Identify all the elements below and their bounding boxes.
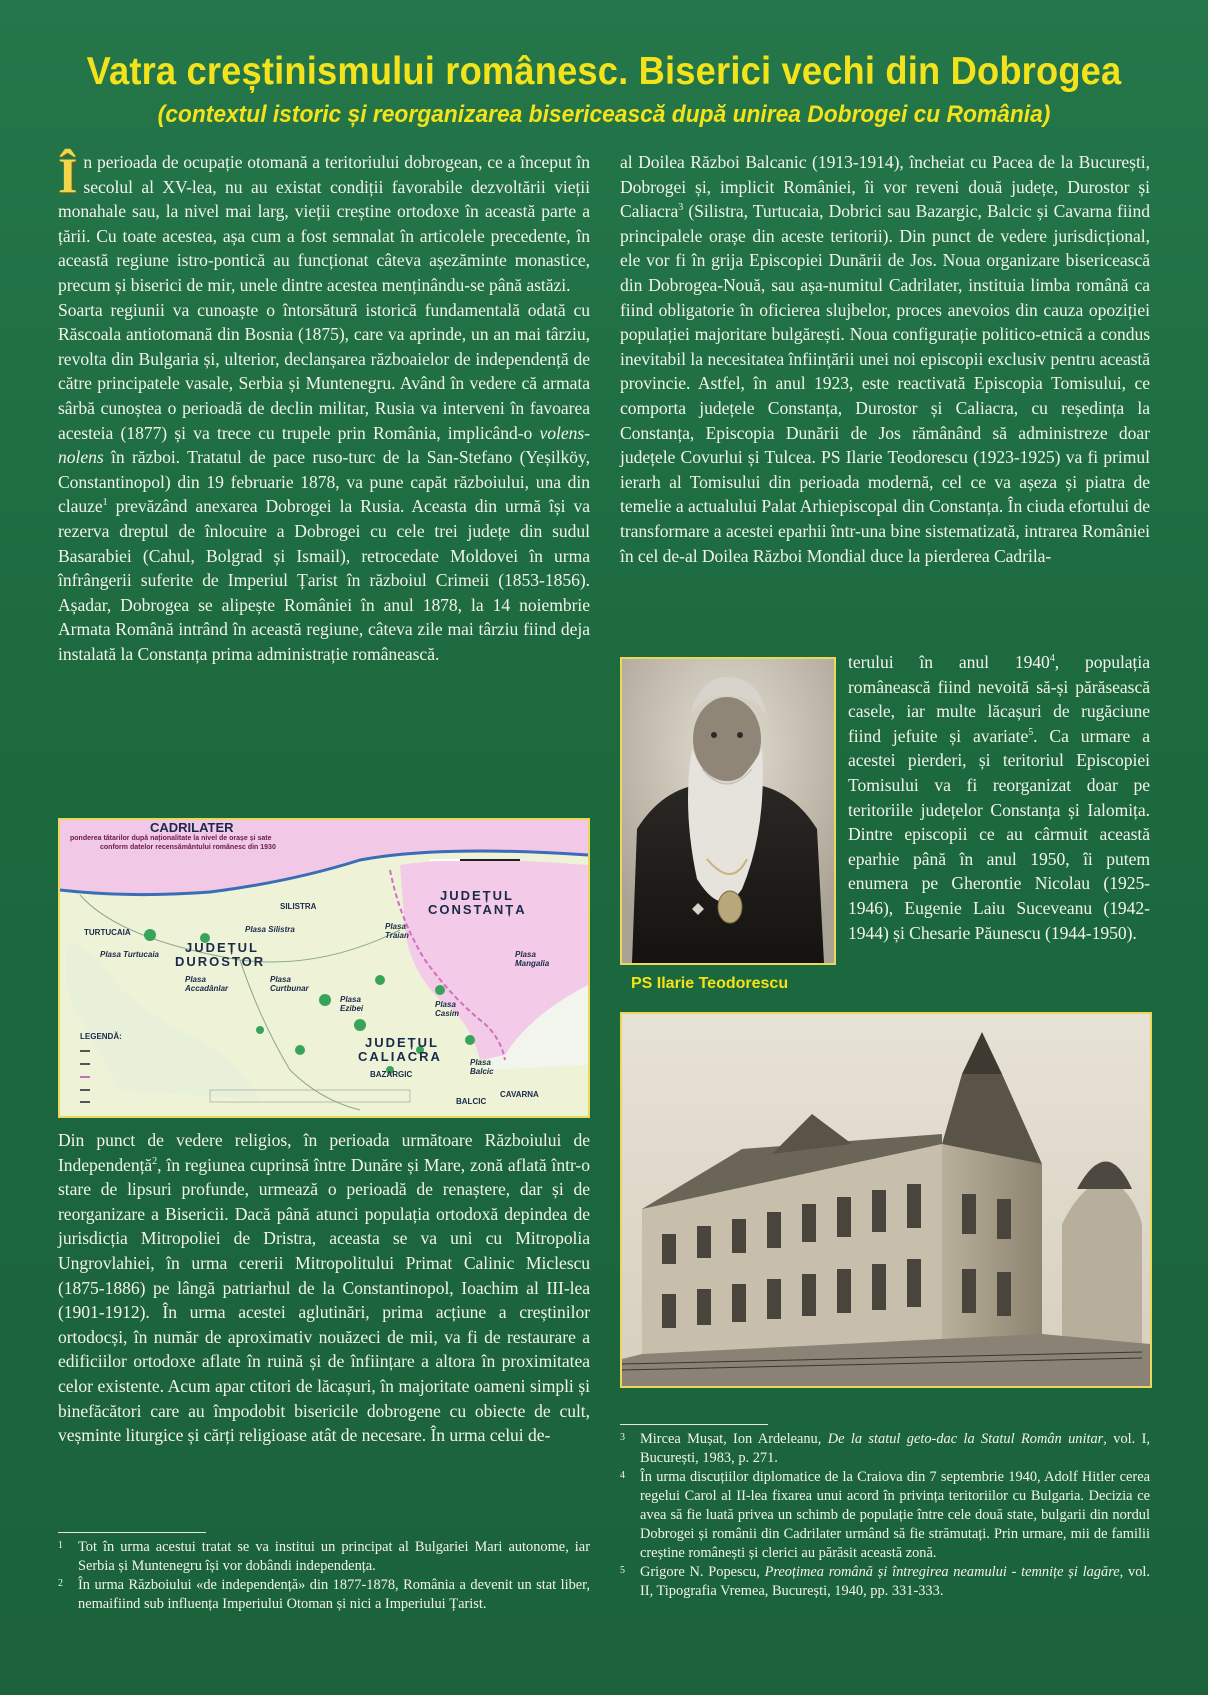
footnote-2-number: 2 [58,1578,63,1589]
map-label-judet-durostor-1: JUDEȚUL [185,940,259,955]
footnotes-left [58,1538,590,1614]
p2-text-b: în război. Tratatul de pace ruso-turc de la San-Stefano (Yeșilköy, Constantinopol) din 19 februarie 1878, va pune capăt războiului, una din clauze [58,447,590,517]
footnote-3-details: , vol. I, București, 1983, p. 271. [640,1431,1150,1466]
p2-text-a: Soarta regiunii va cunoaște o întorsătură istorică fundamentală odată cu Răscoala antiotomană din Bosnia (1875), care va aprinde, un an mai târziu, revolta din Bulgaria și, ulterior, declanșarea războaielor de independență de către principatele vasale, Serbia și Muntenegru. Având în vedere că armata sârbă cunoștea o perioadă de declin militar, Rusia va interveni în favoarea acesteia (1877) și va trece cu trupele prin România, implicând-o [58,299,590,443]
footnote-4 [620,1468,1150,1563]
footnote-3 [620,1430,1150,1468]
map-label-plasa-balcic: Plasa Balcic [470,1058,494,1076]
page-title: Vatra creștinismului românesc. Biserici vechi din Dobrogea [86,50,1122,93]
footnote-4-number: 4 [620,1470,625,1481]
footnote-3-text: Mircea Mușat, Ion Ardeleanu, [640,1431,828,1447]
col2-wrap-paragraph [848,650,1150,945]
footnote-rule-right [620,1424,768,1425]
p2-italic: volens-nolens [58,422,590,468]
footnote-2-text: În urma Războiului «de independență» din 1877-1878, România a devenit un stat liber, nemaifiind sub influența Imperiului Otoman și nici a Imperiului Țarist. [78,1577,590,1612]
footnote-5-title: Preoțimea română și întregirea neamului - temnițe și lagăre [764,1564,1120,1580]
footnote-5-number: 5 [620,1565,625,1576]
map-label-silistra: SILISTRA [280,902,317,911]
map-label-balcic: BALCIC [456,1097,487,1106]
wrap-text-a: terului în anul 1940 [848,652,1050,672]
map-label-turtucaia: TURTUCAIA [84,928,131,937]
map-label-judet-constanta-2: CONSTANȚA [428,902,527,917]
col2-top-text [620,150,1150,568]
palace-image [622,1014,1150,1386]
footnote-ref-2: 2 [152,1155,158,1167]
cadrilater-map [58,818,590,1118]
map-label-judet-constanta-1: JUDEȚUL [440,888,514,903]
footnote-3-title: De la statul geto-dac la Statul Român unitar [827,1431,1104,1447]
footnote-1-text: Tot în urma acestui tratat se va institui un principat al Bulgariei Mari autonome, iar Serbia și Muntenegru își vor dobândi independența. [78,1539,590,1574]
portrait-photo [620,657,836,965]
footnote-1 [58,1538,590,1576]
map-label-judet-durostor-2: DUROSTOR [175,954,266,969]
col1-bottom-text [58,1128,590,1448]
map-label-plasa-accadanlar: Plasa Accadânlar [185,975,229,993]
map-legend-title: LEGENDĂ: [80,1032,122,1041]
footnote-ref-5: 5 [1028,726,1034,738]
col2-wrap-text [848,650,1150,945]
footnote-ref-1: 1 [102,497,108,509]
footnote-3-number: 3 [620,1432,625,1443]
paragraph-1 [58,147,590,298]
col2-text-b: (Silistra, Turtucaia, Dobrici sau Bazargic, Balcic și Cavarna fiind principalele orașe din aceste teritorii). Din punct de vedere jurisdicțional, ele vor fi în grija Episcopiei Dunării de Jos. Noua organizare bisericească din Dobrogea-Nouă, sau așa-numitul Cadrilater, instituia limba română ca fiind obligatorie în oficierea slujbelor, proces anevoios din cauza opoziției populației majoritare bulgărești. Noua configurație politico-etnică a condus inevitabil la necesitatea înființării unei noi episcopii exclusiv pentru această provincie. Astfel, în anul 1923, este reactivată Episcopia Tomisului, ce comporta județele Constanța, Durostor și Caliacra, cu reședința la Constanța, Episcopia Dunării de Jos rămânând să administreze doar județele Covurlui și Tulcea. PS Ilarie Teodorescu (1923-1925) va fi primul ierarh al Tomisului din perioada modernă, cel ce va așeza și piatra de temelie a actualului Palat Arhiepiscopal din Constanța. În ciuda efortului de transformare a acestei eparhii într-una bine sistematizată, intrarea României în cel de-al Doilea Război Mondial duce la pierderea Cadrila- [620,201,1150,566]
map-label-plasa-turtucaia: Plasa Turtucaia [100,950,159,959]
archbishop-palace-photo [620,1012,1152,1388]
map-label-plasa-ezibei: Plasa Ezibei [340,995,364,1013]
paragraph-1-text: n perioada de ocupație otomană a teritoriului dobrogean, ce a început în secolul al XV-lea, nu au existat condiții favorabile dezvoltării vieții monahale sau, la nivel mai larg, vieții creștine ortodoxe în această parte a țării. Cu toate acestea, așa cum a fost semnalat în articolele precedente, în această regiune istro-pontică au funcționat câteva așezăminte monastice, precum și biserici de mir, unele dintre acestea menținându-se până astăzi. [58,152,590,295]
col2-paragraph [620,150,1150,568]
p3-text-a: Din punct de vedere religios, în perioada următoare Războiului de Independență [58,1130,590,1175]
wrap-text-c: . Ca urmare a acestei pierderi, și teritoriul Episcopiei Tomisului va fi reorganizat doar pe teritoriile județelor Constanța și Ialomița. Dintre episcopii ce au cârmuit această eparhie până în anul 1950, îi putem enumera pe Gherontie Nicolau (1925-1946), Eugenie Laiu Suceveanu (1942-1944) și Chesarie Păunescu (1944-1950). [848,725,1150,943]
map-label-judet-caliacra-1: JUDEȚUL [365,1035,439,1050]
map-label-plasa-mangalia: Plasa Mangalia [515,950,550,968]
footnote-ref-3: 3 [678,202,684,214]
footnote-rule-left [58,1532,206,1533]
page-subtitle: (contextul istoric și reorganizarea bisericească după unirea Dobrogei cu România) [157,101,1051,128]
wrap-text-b: , populația românească fiind nevoită să-și părăsească casele, iar multe lăcașuri de rugăciune fiind jefuite și avariate [848,652,1150,746]
footnote-4-text: În urma discuțiilor diplomatice de la Craiova din 7 septembrie 1940, Adolf Hitler cerea regelui Carol al II-lea fixarea unui acord în privința teritoriilor cu Bulgaria. Decizia ce avea să fie luată privea un schimb de populație între cele două state, bulgarii din nordul Dobrogei și românii din Cadrilater urmând să fie strămutați. Prin urmare, mii de familii creștine românești și clerici au părăsit această zonă. [640,1469,1150,1561]
col1-top-text [58,147,590,666]
col2-text-a: al Doilea Război Balcanic (1913-1914), încheiat cu Pacea de la București, Dobrogei și, implicit României, îi vor reveni două județe, Durostor și Caliacra [620,152,1150,222]
portrait-image [622,659,834,963]
drop-cap: Î [58,147,78,203]
map-label-bazargic: BAZARGIC [370,1070,413,1079]
map-subtitle-1: ponderea tătarilor după naționalitate la nivel de orașe și sate [70,835,272,842]
footnotes-right [620,1430,1150,1601]
map-label-plasa-traian: Plasa Traian [385,922,409,940]
footnote-1-number: 1 [58,1540,63,1551]
map-label-plasa-curtbunar: Plasa Curtbunar [270,975,309,993]
footnote-5-details: , vol. II, Tipografia Vremea, București, 1940, pp. 331-333. [640,1564,1150,1599]
map-label-cavarna: CAVARNA [500,1090,539,1099]
paragraph-2 [58,298,590,667]
footnote-5-text: Grigore N. Popescu, [640,1564,765,1580]
footnote-2 [58,1576,590,1614]
portrait-caption: PS Ilarie Teodorescu [631,975,789,992]
p3-text-b: , în regiunea cuprinsă între Dunăre și Mare, zonă aflată într-o stare de lipsuri profunde, urmează o perioadă de renaștere, dar și de reorganizare a Bisericii. Dacă până atunci populația ortodoxă depindea de jurisdicția Mitropoliei de Dristra, aceasta se va uni cu Mitropolia Ungrovlahiei, în urma cererii Mitropolitului Primat Calinic Miclescu (1875-1886) pe lângă patriarhul de la Constantinopol, Ioachim al III-lea (1901-1912). În urma acestei aglutinări, prima acțiune a creștinilor ortodocși, în număr de aproximativ nouăzeci de mii, va fi de restaurare a edificiilor ortodoxe aflate în ruină și de înființare a altora în proximitatea celor existente. Acum apar ctitori de lăcașuri, în majoritate oameni simpli și binefăcători care au împodobit bisericile dobrogene cu obiecte de cult, veșminte liturgice și cărți religioase atât de necesare. În urma celui de- [58,1154,590,1446]
map-subtitle-2: conform datelor recensământului românesc din 1930 [100,844,276,851]
footnote-5 [620,1563,1150,1601]
footnote-ref-4: 4 [1049,653,1055,665]
paragraph-3 [58,1128,590,1448]
map-label-plasa-silistra: Plasa Silistra [245,925,295,934]
map-label-judet-caliacra-2: CALIACRA [358,1049,442,1064]
map-label-plasa-casim: Plasa Casim [435,1000,460,1018]
p2-text-c: prevăzând anexarea Dobrogei la Rusia. Aceasta din urmă își va rezerva dreptul de înlocuire a Dobrogei cu cele trei județe din sudul Basarabiei (Cahul, Bolgrad și Ismail), retrocedate Moldovei în urma înfrângerii suferite de Imperiul Țarist în războiul Crimeii (1853-1856). Așadar, Dobrogea se alipește României în anul 1878, la 14 noiembrie Armata Română intrând în această regiune, câteva zile mai târziu fiind deja instalată la Constanța prima administrație românească. [58,496,590,664]
map-title: CADRILATER [150,820,234,835]
